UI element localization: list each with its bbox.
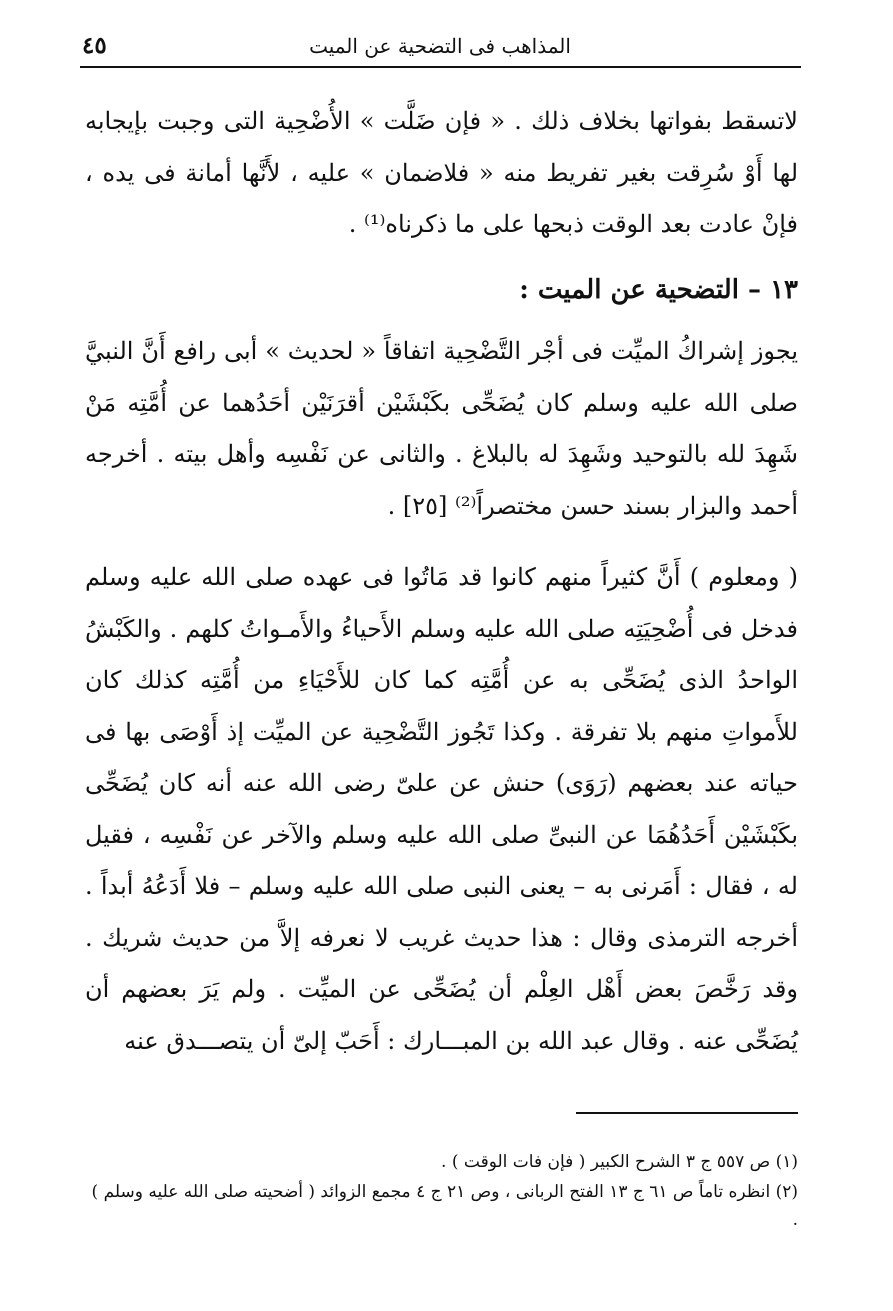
paragraph-gap [85, 532, 798, 552]
main-text [85, 96, 798, 1067]
paragraph-3: ( ومعلوم ) أَنَّ كثيراً منهم كانوا قد مَاتُوا فى عهده صلى الله عليه وسلم فدخل فى أُضْحِيَتِه صلى الله عليه وسلم الأَحياءُ والأَمـواتُ كلهم . والكَبْشُ الواحدُ الذى يُضَحِّى به عن أُمَّتِه كما كان للأَحْيَاءِ من أُمَّتِه كذلك كان للأَمواتِ منهم بلا تفرقة . وكذا تَجُوز التَّضْحِية عن الميِّت إذ أَوْصَى بها فى حياته عند بعضهم (رَوَى) حنش عن علىّ رضى الله عنه أنه كان يُضَحِّى بكَبْشَيْن أَحَدُهُمَا عن النبىِّ صلى الله عليه وسلم والآخر عن نَفْسِه ، فقيل له ، فقال : أَمَرنى به – يعنى النبى صلى الله عليه وسلم – فلا أَدَعُهُ أبداً . أخرجه الترمذى وقال : هذا حديث غريب لا نعرفه إلاَّ من حديث شريك . وقد رَخَّصَ بعض أَهْل العِلْم أن يُضَحِّى عن الميِّت . ولم يَرَ بعضهم أن يُضَحِّى عنه . وقال عبد الله بن المبـــارك : أَحَبّ إلىّ أن يتصـــدق عنه [85, 563, 798, 1055]
running-title: المذاهب فى التضحية عن الميت [309, 34, 571, 58]
paragraph-2: يجوز إشراكُ الميِّت فى أجْر التَّضْحِية اتفاقاً « لحديث » أبى رافع أَنَّ النبيَّ صلى الله عليه وسلم كان يُضَحِّى بكَبْشَيْن أقرَنَيْن أحَدُهما عن أُمَّتِه مَنْ شَهِدَ لله بالتوحيد وشَهِدَ له بالبلاغ . والثانى عن نَفْسِه وأهل بيته . أخرجه أحمد والبزار بسند حسن مختصراً⁽²⁾ [٢٥] . [85, 337, 798, 520]
footnote-1: (١) ص ٥٥٧ ج ٣ الشرح الكبير ( فإن فات الوقت ) . [441, 1152, 798, 1172]
page-number: ٤٥ [82, 32, 107, 59]
running-header [82, 28, 798, 64]
section-heading: ١٣ – التضحية عن الميت : [519, 274, 798, 305]
footnote-2: (٢) انظره تاماً ص ٦١ ج ١٣ الفتح الربانى ، وص ٢١ ج ٤ مجمع الزوائد ( أضحيته صلى الله عليه وسلم ) . [91, 1182, 798, 1230]
paragraph-1: لاتسقط بفواتها بخلاف ذلك . « فإن ضَلَّت » الأُضْحِية التى وجبت بإيجابه لها أَوْ سُرِقت بغير تفريط منه « فلاضمان » عليه ، لأَنَّها أمانة فى يده ، فإنْ عادت بعد الوقت ذبحها على ما ذكرناه⁽¹⁾ . [85, 107, 798, 238]
footnote-divider [576, 1112, 798, 1114]
header-divider [80, 66, 801, 68]
footnotes [85, 1148, 798, 1236]
